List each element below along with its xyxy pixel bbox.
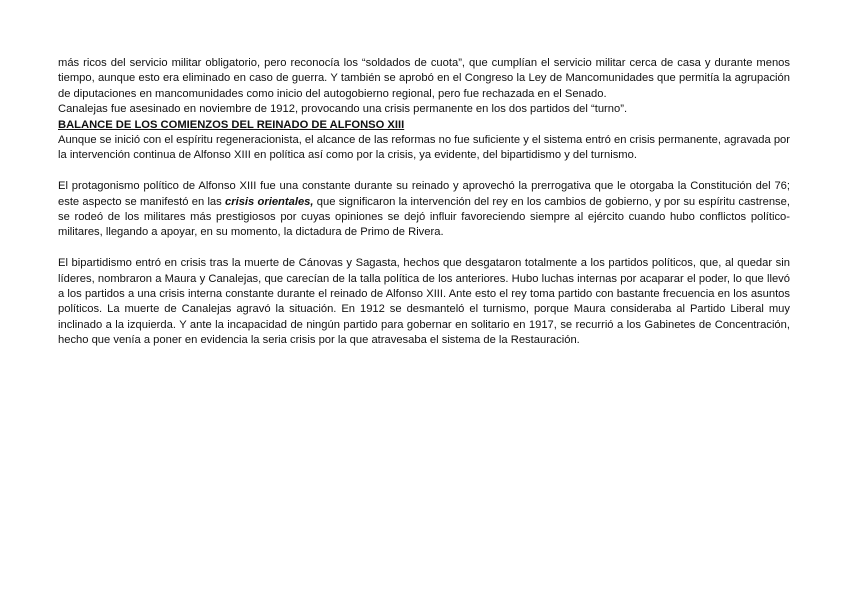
paragraph-gap	[58, 164, 790, 179]
paragraph-bipartisanship-crisis: El bipartidismo entró en crisis tras la muerte de Cánovas y Sagasta, hechos que desgataron totalmente a los partidos políticos, que, al quedar sin líderes, nombraron a Maura y Canalejas, que carecían de la talla política de los anteriores. Hubo luchas internas por acaparar el poder, lo que llevó a los partidos a una crisis interna constante durante el reinado de Alfonso XIII. Ante esto el rey toma partido con bastante frecuencia en los asuntos políticos. La muerte de Canalejas agravó la situación. En 1912 se desmanteló el turnismo, porque Maura consideraba al Partido Liberal muy inclinado a la izquierda. Y ante la incapacidad de ningún partido para gobernar en solitario en 1917, se recurrió a los Gabinetes de Concentración, hecho que venía a poner en evidencia la seria crisis por la que atravesaba el sistema de la Restauración.	[58, 257, 790, 347]
emphasis-crisis-orientales: crisis orientales,	[225, 195, 314, 208]
paragraph-gap	[58, 241, 790, 256]
text-segment: El protagonismo político de Alfonso XIII fue una constante durante su reinado y aprovechó la prerrogativa que le otorgaba la Constitución del 76; este aspecto se manifestó en las	[58, 180, 790, 208]
section-heading: BALANCE DE LOS COMIENZOS DEL REINADO DE ALFONSO XIII	[58, 118, 405, 131]
paragraph-military-service: más ricos del servicio militar obligatorio, pero reconocía los “soldados de cuota”, que cumplían el servicio militar cerca de casa y durante menos tiempo, aunque esto era eliminado en caso de guerra. Y también se aprobó en el Congreso la Ley de Mancomunidades que permitía la agrupación de diputaciones en mancomunidades como inicio del autogobierno regional, pero fue rechazada en el Senado.	[58, 57, 790, 100]
paragraph-regeneration: Aunque se inició con el espíritu regeneracionista, el alcance de las reformas no fue suficiente y el sistema entró en crisis permanente, agravada por la intervención continua de Alfonso XIII en política así como por la crisis, ya evidente, del bipartidismo y del turnismo.	[58, 134, 790, 162]
paragraph-royal-protagonism	[58, 179, 790, 241]
text-segment: que significaron la intervención del rey en los cambios de gobierno, y por su espíritu castrense, se rodeó de los militares más prestigiosos por cuyas opiniones se dejó influir favoreciendo siempre al ejército cuando hubo conflictos político-militares, llegando a apoyar, en su momento, la dictadura de Primo de Rivera.	[58, 195, 790, 239]
document-page	[58, 56, 790, 349]
paragraph-canalejas-assassination: Canalejas fue asesinado en noviembre de 1912, provocando una crisis permanente en los dos partidos del “turno”.	[58, 103, 628, 116]
